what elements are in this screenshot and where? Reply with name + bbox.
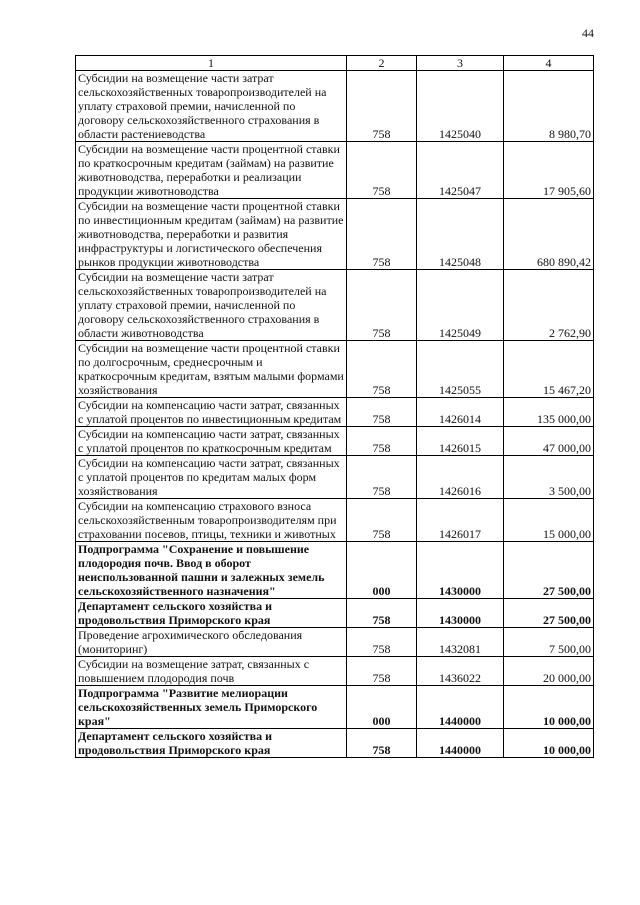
row-name: Субсидии на компенсацию страхового взноса сельскохозяйственным товаропроизводителям при страховании посевов, птицы, техники и животных <box>76 499 347 542</box>
row-col3: 1426017 <box>417 499 504 542</box>
row-col2: 758 <box>347 599 417 628</box>
header-col-2: 2 <box>347 56 417 71</box>
row-col2: 000 <box>347 686 417 729</box>
row-col2: 758 <box>347 142 417 199</box>
table-row <box>76 199 594 270</box>
row-col2: 758 <box>347 398 417 427</box>
row-col3: 1425055 <box>417 341 504 398</box>
row-col3: 1432081 <box>417 628 504 657</box>
row-amount: 47 000,00 <box>504 427 594 456</box>
table-body <box>76 71 594 758</box>
row-col3: 1430000 <box>417 599 504 628</box>
row-col3: 1430000 <box>417 542 504 599</box>
row-name: Субсидии на возмещение части процентной ставки по инвестиционным кредитам (займам) на развитие животноводства, переработки и развития инфраструктуры и логистического обеспечения рынков продукции животноводства <box>76 199 347 270</box>
table-header-row <box>76 56 594 71</box>
page-number: 44 <box>582 26 594 40</box>
row-col3: 1426016 <box>417 456 504 499</box>
row-amount: 7 500,00 <box>504 628 594 657</box>
row-name: Субсидии на компенсацию части затрат, связанных с уплатой процентов по краткосрочным кредитам <box>76 427 347 456</box>
row-col3: 1425047 <box>417 142 504 199</box>
row-name: Субсидии на возмещение части процентной ставки по краткосрочным кредитам (займам) на развитие животноводства, переработки и реализации продукции животноводства <box>76 142 347 199</box>
row-amount: 27 500,00 <box>504 542 594 599</box>
row-name: Департамент сельского хозяйства и продовольствия Приморского края <box>76 729 347 758</box>
row-name: Субсидии на возмещение затрат, связанных с повышением плодородия почв <box>76 657 347 686</box>
row-name: Департамент сельского хозяйства и продовольствия Приморского края <box>76 599 347 628</box>
row-col2: 758 <box>347 199 417 270</box>
row-amount: 15 000,00 <box>504 499 594 542</box>
row-col2: 758 <box>347 657 417 686</box>
row-col2: 758 <box>347 270 417 341</box>
row-name: Субсидии на компенсацию части затрат, связанных с уплатой процентов по инвестиционным кредитам <box>76 398 347 427</box>
row-col2: 758 <box>347 628 417 657</box>
row-col2: 758 <box>347 71 417 142</box>
table-row <box>76 628 594 657</box>
row-amount: 10 000,00 <box>504 729 594 758</box>
table-row <box>76 270 594 341</box>
row-name: Субсидии на возмещение части затрат сельскохозяйственных товаропроизводителей на уплату страховой премии, начисленной по договору сельскохозяйственного страхования в области растениеводства <box>76 71 347 142</box>
table-row <box>76 657 594 686</box>
row-amount: 3 500,00 <box>504 456 594 499</box>
table-row <box>76 542 594 599</box>
table-row <box>76 456 594 499</box>
row-col3: 1426015 <box>417 427 504 456</box>
row-col3: 1425048 <box>417 199 504 270</box>
table-row <box>76 427 594 456</box>
row-col2: 758 <box>347 341 417 398</box>
row-name: Субсидии на возмещение части затрат сельскохозяйственных товаропроизводителей на уплату страховой премии, начисленной по договору сельскохозяйственного страхования в области животноводства <box>76 270 347 341</box>
row-col2: 758 <box>347 729 417 758</box>
row-amount: 15 467,20 <box>504 341 594 398</box>
row-col3: 1440000 <box>417 686 504 729</box>
row-amount: 8 980,70 <box>504 71 594 142</box>
row-name: Подпрограмма "Сохранение и повышение плодородия почв. Ввод в оборот неиспользованной пашни и залежных земель сельскохозяйственного назначения" <box>76 542 347 599</box>
row-amount: 135 000,00 <box>504 398 594 427</box>
row-name: Проведение агрохимического обследования (мониторинг) <box>76 628 347 657</box>
row-col3: 1440000 <box>417 729 504 758</box>
row-amount: 680 890,42 <box>504 199 594 270</box>
row-amount: 27 500,00 <box>504 599 594 628</box>
budget-table <box>75 55 594 758</box>
row-name: Субсидии на возмещение части процентной ставки по долгосрочным, среднесрочным и краткосрочным кредитам, взятым малыми формами хозяйствования <box>76 341 347 398</box>
header-col-1: 1 <box>76 56 347 71</box>
table-row <box>76 599 594 628</box>
row-name: Подпрограмма "Развитие мелиорации сельскохозяйственных земель Приморского края" <box>76 686 347 729</box>
row-amount: 20 000,00 <box>504 657 594 686</box>
row-amount: 2 762,90 <box>504 270 594 341</box>
table-row <box>76 729 594 758</box>
table-row <box>76 686 594 729</box>
row-col3: 1425049 <box>417 270 504 341</box>
row-col2: 758 <box>347 499 417 542</box>
row-amount: 10 000,00 <box>504 686 594 729</box>
header-col-3: 3 <box>417 56 504 71</box>
table-row <box>76 398 594 427</box>
row-col3: 1425040 <box>417 71 504 142</box>
table-row <box>76 341 594 398</box>
table-row <box>76 142 594 199</box>
table-row <box>76 71 594 142</box>
row-col2: 758 <box>347 456 417 499</box>
row-amount: 17 905,60 <box>504 142 594 199</box>
row-col3: 1436022 <box>417 657 504 686</box>
row-name: Субсидии на компенсацию части затрат, связанных с уплатой процентов по кредитам малых форм хозяйствования <box>76 456 347 499</box>
header-col-4: 4 <box>504 56 594 71</box>
row-col2: 000 <box>347 542 417 599</box>
row-col3: 1426014 <box>417 398 504 427</box>
row-col2: 758 <box>347 427 417 456</box>
table-row <box>76 499 594 542</box>
